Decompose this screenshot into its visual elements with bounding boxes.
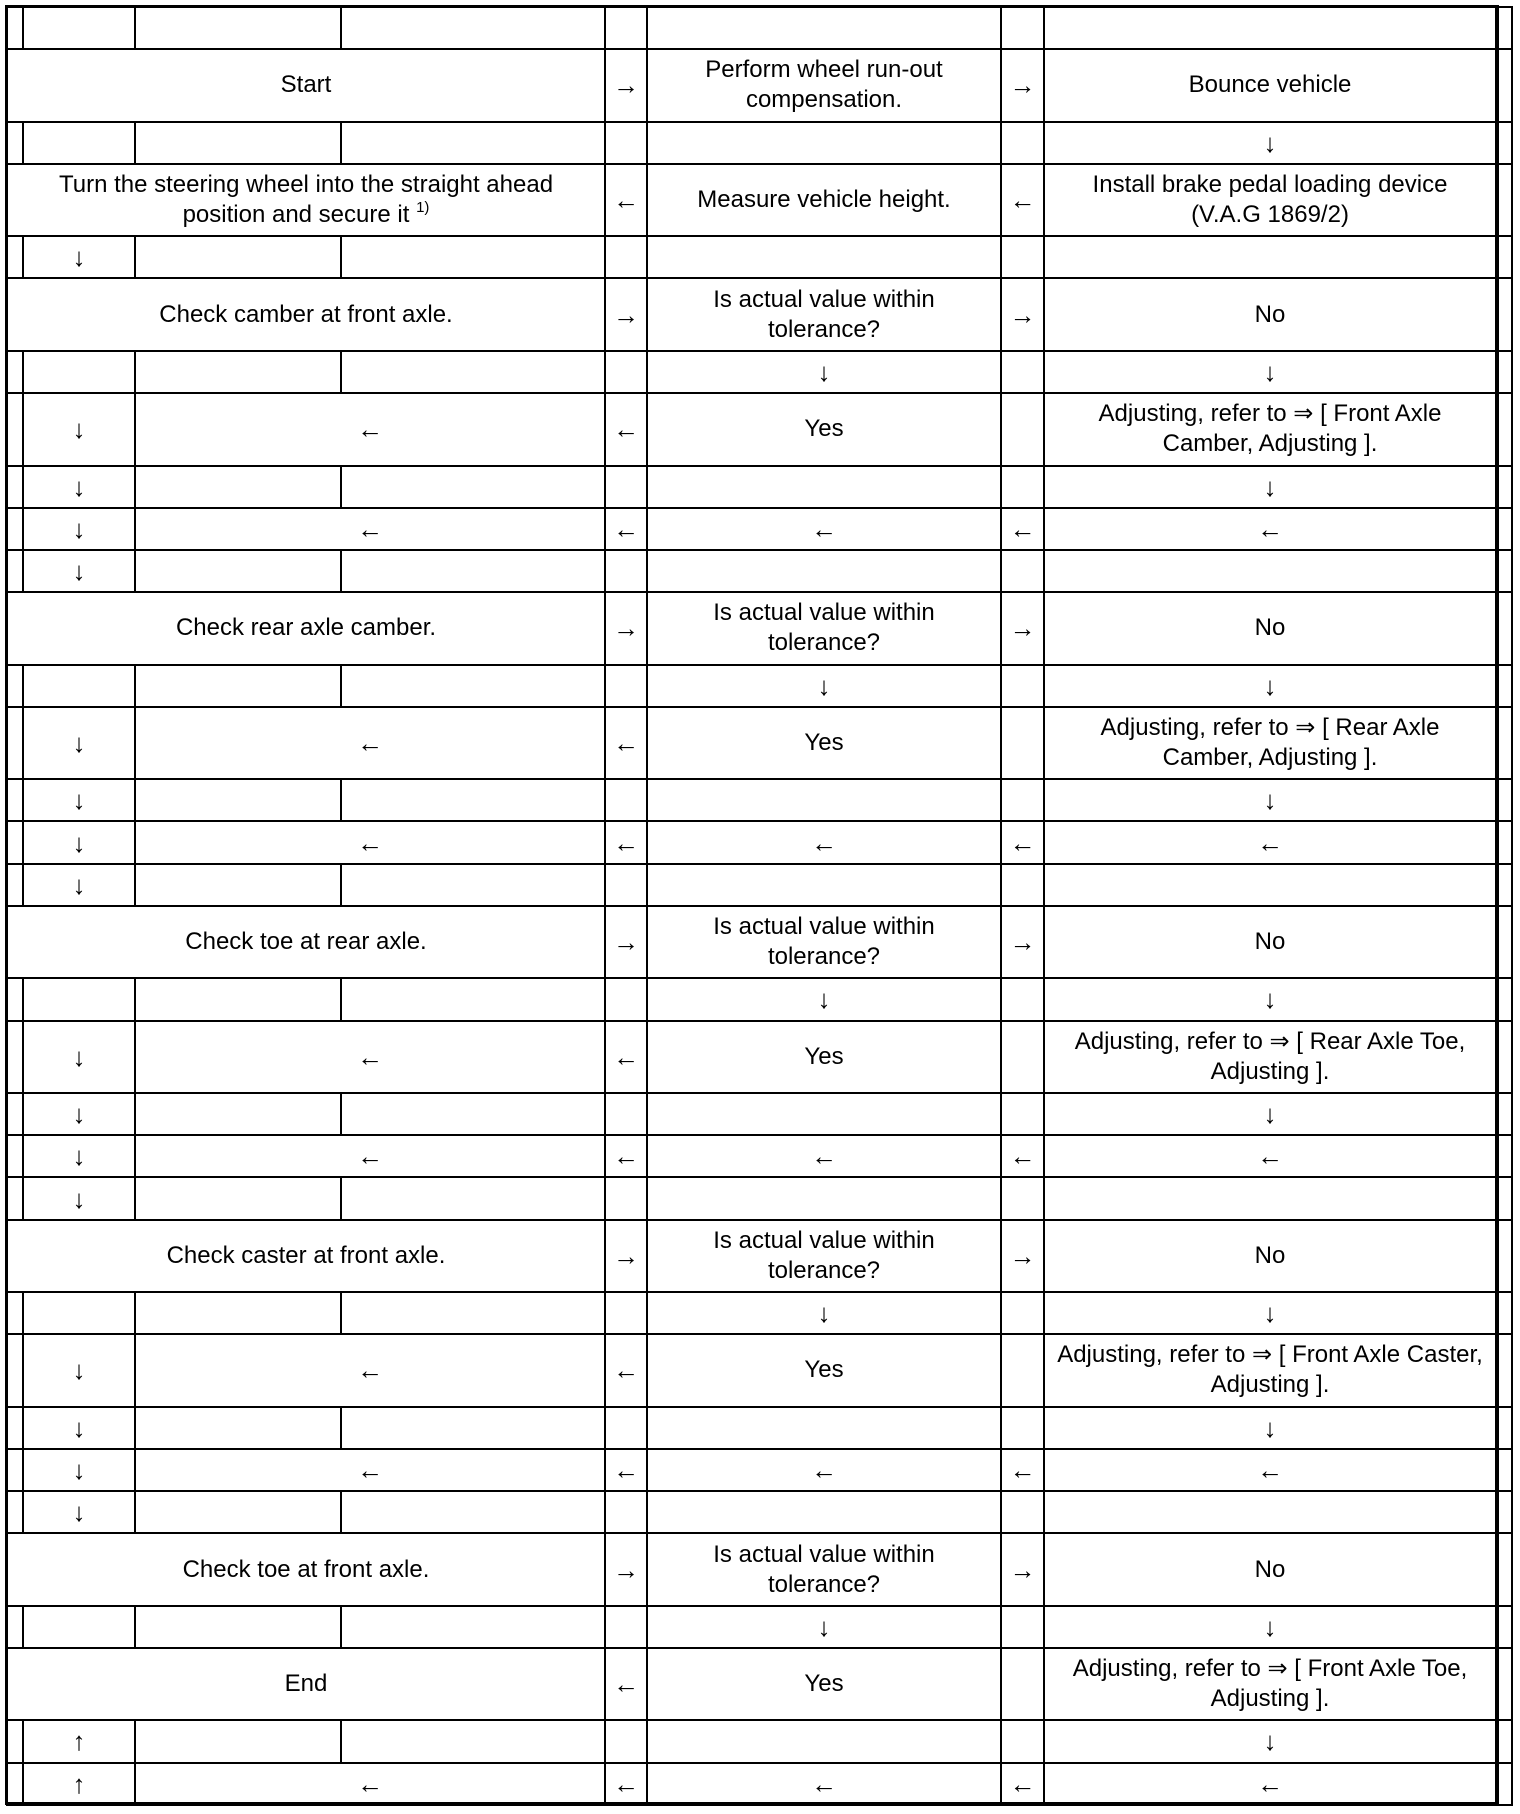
step-perform-runout: Perform wheel run-out compensation. — [647, 49, 1001, 121]
arrow-right: → — [1001, 1220, 1044, 1292]
empty-cell — [605, 779, 647, 821]
arrow-right: → — [1001, 592, 1044, 664]
empty-cell — [135, 236, 341, 278]
adjust-front-toe: Adjusting, refer to ⇒ [ Front Axle Toe, Adjusting ]. — [1044, 1648, 1496, 1720]
arrow-left: ← — [605, 1021, 647, 1093]
edge-cell — [1496, 1533, 1512, 1605]
arrow-left: ← — [1044, 1449, 1496, 1491]
empty-cell — [135, 1606, 341, 1648]
step-check-rear-camber: Check rear axle camber. — [7, 592, 605, 664]
arrow-left: ← — [605, 707, 647, 779]
arrow-down: ↓ — [23, 1093, 135, 1135]
empty-cell — [1001, 1606, 1044, 1648]
arrow-left: ← — [135, 1334, 605, 1406]
arrow-left: ← — [647, 821, 1001, 863]
arrow-left: ← — [605, 1763, 647, 1805]
empty-cell — [1001, 707, 1044, 779]
empty-cell — [1001, 1491, 1044, 1533]
edge-cell — [1496, 1220, 1512, 1292]
arrow-down: ↓ — [23, 1135, 135, 1177]
arrow-left: ← — [135, 821, 605, 863]
arrow-left: ← — [605, 1135, 647, 1177]
empty-cell — [647, 236, 1001, 278]
empty-cell — [1001, 466, 1044, 508]
edge-cell — [7, 779, 23, 821]
empty-cell — [1001, 7, 1044, 49]
arrow-down: ↓ — [647, 1292, 1001, 1334]
edge-cell — [1496, 1648, 1512, 1720]
arrow-right: → — [605, 592, 647, 664]
empty-cell — [605, 466, 647, 508]
answer-no: No — [1044, 906, 1496, 978]
empty-cell — [135, 7, 341, 49]
edge-cell — [1496, 1334, 1512, 1406]
arrow-down: ↓ — [1044, 466, 1496, 508]
tolerance-question: Is actual value within tolerance? — [647, 1533, 1001, 1605]
empty-cell — [1044, 864, 1496, 906]
arrow-right: → — [605, 906, 647, 978]
arrow-down: ↓ — [23, 1407, 135, 1449]
arrow-left: ← — [135, 1021, 605, 1093]
empty-cell — [341, 7, 605, 49]
step-start: Start — [7, 49, 605, 121]
empty-cell — [1044, 1491, 1496, 1533]
empty-cell — [341, 236, 605, 278]
arrow-left: ← — [135, 1449, 605, 1491]
arrow-down: ↓ — [647, 978, 1001, 1020]
edge-cell — [1496, 906, 1512, 978]
step-end: End — [7, 1648, 605, 1720]
edge-cell — [7, 1177, 23, 1219]
edge-cell — [7, 1021, 23, 1093]
edge-cell — [1496, 1135, 1512, 1177]
arrow-down: ↓ — [23, 1021, 135, 1093]
empty-cell — [1001, 351, 1044, 393]
empty-cell — [605, 122, 647, 164]
empty-cell — [341, 1292, 605, 1334]
edge-cell — [7, 1606, 23, 1648]
edge-cell — [7, 1135, 23, 1177]
arrow-down: ↓ — [1044, 1292, 1496, 1334]
empty-cell — [605, 665, 647, 707]
arrow-down: ↓ — [1044, 1093, 1496, 1135]
empty-cell — [1001, 665, 1044, 707]
edge-cell — [1496, 864, 1512, 906]
empty-cell — [1001, 978, 1044, 1020]
arrow-down: ↓ — [1044, 351, 1496, 393]
empty-cell — [341, 1606, 605, 1648]
arrow-left: ← — [605, 393, 647, 465]
arrow-down: ↓ — [23, 864, 135, 906]
arrow-left: ← — [135, 707, 605, 779]
arrow-left: ← — [605, 1449, 647, 1491]
step-measure-height: Measure vehicle height. — [647, 164, 1001, 236]
edge-cell — [1496, 351, 1512, 393]
edge-cell — [7, 978, 23, 1020]
empty-cell — [1001, 779, 1044, 821]
empty-cell — [135, 1720, 341, 1762]
empty-cell — [647, 122, 1001, 164]
empty-cell — [135, 665, 341, 707]
edge-cell — [7, 864, 23, 906]
edge-cell — [1496, 1093, 1512, 1135]
arrow-left: ← — [135, 393, 605, 465]
arrow-down: ↓ — [23, 393, 135, 465]
step-check-caster-front: Check caster at front axle. — [7, 1220, 605, 1292]
tolerance-question: Is actual value within tolerance? — [647, 278, 1001, 350]
empty-cell — [647, 7, 1001, 49]
answer-yes: Yes — [647, 1021, 1001, 1093]
arrow-left: ← — [647, 1449, 1001, 1491]
empty-cell — [605, 1292, 647, 1334]
arrow-left: ← — [647, 1763, 1001, 1805]
empty-cell — [605, 1606, 647, 1648]
edge-cell — [1496, 707, 1512, 779]
arrow-down: ↓ — [23, 1449, 135, 1491]
edge-cell — [7, 236, 23, 278]
empty-cell — [23, 122, 135, 164]
empty-cell — [605, 1093, 647, 1135]
arrow-left: ← — [1001, 1763, 1044, 1805]
edge-cell — [7, 508, 23, 550]
empty-cell — [605, 7, 647, 49]
arrow-down: ↓ — [1044, 978, 1496, 1020]
edge-cell — [7, 550, 23, 592]
step-text: Turn the steering wheel into the straight ahead position and secure it — [58, 171, 554, 229]
adjust-rear-toe: Adjusting, refer to ⇒ [ Rear Axle Toe, Adjusting ]. — [1044, 1021, 1496, 1093]
empty-cell — [341, 864, 605, 906]
arrow-up: ↑ — [23, 1763, 135, 1805]
answer-yes: Yes — [647, 393, 1001, 465]
arrow-down: ↓ — [23, 1334, 135, 1406]
empty-cell — [1044, 7, 1496, 49]
empty-cell — [23, 1292, 135, 1334]
empty-cell — [135, 1177, 341, 1219]
arrow-down: ↓ — [23, 1491, 135, 1533]
arrow-left: ← — [605, 1334, 647, 1406]
wheel-alignment-flowchart — [6, 6, 1513, 1806]
empty-cell — [135, 1292, 341, 1334]
step-turn-steering-wheel — [7, 164, 605, 236]
empty-cell — [135, 978, 341, 1020]
edge-cell — [1496, 1292, 1512, 1334]
edge-cell — [1496, 278, 1512, 350]
empty-cell — [341, 550, 605, 592]
answer-yes: Yes — [647, 707, 1001, 779]
arrow-left: ← — [1044, 821, 1496, 863]
edge-cell — [7, 1763, 23, 1805]
adjust-rear-camber: Adjusting, refer to ⇒ [ Rear Axle Camber, Adjusting ]. — [1044, 707, 1496, 779]
edge-cell — [7, 1449, 23, 1491]
edge-cell — [1496, 779, 1512, 821]
arrow-left: ← — [605, 821, 647, 863]
arrow-down: ↓ — [23, 1177, 135, 1219]
empty-cell — [341, 351, 605, 393]
edge-cell — [1496, 592, 1512, 664]
edge-cell — [7, 1491, 23, 1533]
arrow-right: → — [605, 1220, 647, 1292]
edge-cell — [7, 1292, 23, 1334]
edge-cell — [7, 466, 23, 508]
arrow-down: ↓ — [647, 1606, 1001, 1648]
arrow-left: ← — [135, 1763, 605, 1805]
empty-cell — [135, 864, 341, 906]
tolerance-question: Is actual value within tolerance? — [647, 592, 1001, 664]
arrow-right: → — [1001, 278, 1044, 350]
tolerance-question: Is actual value within tolerance? — [647, 1220, 1001, 1292]
arrow-down: ↓ — [1044, 665, 1496, 707]
step-check-toe-rear: Check toe at rear axle. — [7, 906, 605, 978]
arrow-down: ↓ — [23, 550, 135, 592]
edge-cell — [1496, 1491, 1512, 1533]
arrow-left: ← — [1001, 164, 1044, 236]
edge-cell — [7, 393, 23, 465]
empty-cell — [605, 1491, 647, 1533]
answer-yes: Yes — [647, 1648, 1001, 1720]
empty-cell — [1044, 550, 1496, 592]
empty-cell — [647, 1407, 1001, 1449]
answer-no: No — [1044, 592, 1496, 664]
arrow-left: ← — [1001, 508, 1044, 550]
edge-cell — [1496, 1606, 1512, 1648]
adjust-front-caster: Adjusting, refer to ⇒ [ Front Axle Caster, Adjusting ]. — [1044, 1334, 1496, 1406]
empty-cell — [605, 1720, 647, 1762]
edge-cell — [1496, 1763, 1512, 1805]
edge-cell — [1496, 122, 1512, 164]
empty-cell — [23, 7, 135, 49]
empty-cell — [605, 1177, 647, 1219]
arrow-left: ← — [135, 508, 605, 550]
arrow-down: ↓ — [1044, 1407, 1496, 1449]
edge-cell — [7, 1720, 23, 1762]
answer-no: No — [1044, 1533, 1496, 1605]
arrow-left: ← — [135, 1135, 605, 1177]
edge-cell — [7, 707, 23, 779]
edge-cell — [7, 1407, 23, 1449]
empty-cell — [1001, 393, 1044, 465]
empty-cell — [341, 466, 605, 508]
edge-cell — [1496, 1021, 1512, 1093]
edge-cell — [7, 351, 23, 393]
arrow-left: ← — [1001, 1135, 1044, 1177]
empty-cell — [1001, 1648, 1044, 1720]
empty-cell — [135, 1491, 341, 1533]
empty-cell — [1044, 1177, 1496, 1219]
arrow-right: → — [605, 49, 647, 121]
empty-cell — [605, 236, 647, 278]
arrow-left: ← — [1044, 508, 1496, 550]
arrow-right: → — [605, 1533, 647, 1605]
edge-cell — [1496, 508, 1512, 550]
edge-cell — [1496, 49, 1512, 121]
empty-cell — [1001, 122, 1044, 164]
edge-cell — [1496, 550, 1512, 592]
empty-cell — [647, 779, 1001, 821]
edge-cell — [7, 665, 23, 707]
edge-cell — [1496, 393, 1512, 465]
empty-cell — [341, 1720, 605, 1762]
arrow-right: → — [1001, 49, 1044, 121]
edge-cell — [1496, 1177, 1512, 1219]
edge-cell — [7, 7, 23, 49]
empty-cell — [341, 1177, 605, 1219]
empty-cell — [135, 122, 341, 164]
empty-cell — [605, 550, 647, 592]
empty-cell — [605, 978, 647, 1020]
arrow-down: ↓ — [23, 466, 135, 508]
edge-cell — [7, 1334, 23, 1406]
edge-cell — [7, 821, 23, 863]
edge-cell — [7, 1093, 23, 1135]
empty-cell — [1001, 1177, 1044, 1219]
empty-cell — [341, 1093, 605, 1135]
arrow-down: ↓ — [23, 707, 135, 779]
empty-cell — [1001, 864, 1044, 906]
empty-cell — [341, 665, 605, 707]
step-check-camber-front: Check camber at front axle. — [7, 278, 605, 350]
edge-cell — [1496, 466, 1512, 508]
arrow-left: ← — [605, 508, 647, 550]
arrow-down: ↓ — [1044, 122, 1496, 164]
edge-cell — [1496, 1407, 1512, 1449]
arrow-right: → — [605, 278, 647, 350]
arrow-left: ← — [1044, 1763, 1496, 1805]
arrow-left: ← — [647, 1135, 1001, 1177]
empty-cell — [605, 1407, 647, 1449]
empty-cell — [647, 1491, 1001, 1533]
empty-cell — [23, 351, 135, 393]
edge-cell — [1496, 665, 1512, 707]
empty-cell — [1044, 236, 1496, 278]
empty-cell — [647, 466, 1001, 508]
empty-cell — [1001, 1407, 1044, 1449]
arrow-left: ← — [605, 164, 647, 236]
empty-cell — [135, 1407, 341, 1449]
empty-cell — [647, 550, 1001, 592]
empty-cell — [1001, 1021, 1044, 1093]
empty-cell — [135, 779, 341, 821]
empty-cell — [605, 864, 647, 906]
empty-cell — [647, 1720, 1001, 1762]
empty-cell — [341, 1407, 605, 1449]
step-install-brake-device: Install brake pedal loading device (V.A.G 1869/2) — [1044, 164, 1496, 236]
step-check-toe-front: Check toe at front axle. — [7, 1533, 605, 1605]
arrow-down: ↓ — [1044, 1606, 1496, 1648]
empty-cell — [1001, 236, 1044, 278]
answer-no: No — [1044, 278, 1496, 350]
answer-no: No — [1044, 1220, 1496, 1292]
empty-cell — [135, 351, 341, 393]
empty-cell — [1001, 1334, 1044, 1406]
arrow-down: ↓ — [23, 508, 135, 550]
empty-cell — [23, 978, 135, 1020]
empty-cell — [135, 1093, 341, 1135]
footnote-mark: 1) — [416, 199, 430, 217]
arrow-left: ← — [647, 508, 1001, 550]
empty-cell — [341, 779, 605, 821]
edge-cell — [1496, 7, 1512, 49]
empty-cell — [341, 978, 605, 1020]
empty-cell — [1001, 1093, 1044, 1135]
arrow-right: → — [1001, 906, 1044, 978]
empty-cell — [1001, 550, 1044, 592]
empty-cell — [647, 864, 1001, 906]
empty-cell — [647, 1177, 1001, 1219]
arrow-down: ↓ — [23, 779, 135, 821]
arrow-down: ↓ — [647, 351, 1001, 393]
adjust-front-camber: Adjusting, refer to ⇒ [ Front Axle Camber, Adjusting ]. — [1044, 393, 1496, 465]
tolerance-question: Is actual value within tolerance? — [647, 906, 1001, 978]
empty-cell — [647, 1093, 1001, 1135]
edge-cell — [1496, 1449, 1512, 1491]
edge-cell — [1496, 236, 1512, 278]
arrow-left: ← — [605, 1648, 647, 1720]
arrow-left: ← — [1001, 1449, 1044, 1491]
arrow-left: ← — [1044, 1135, 1496, 1177]
edge-cell — [1496, 821, 1512, 863]
empty-cell — [1001, 1292, 1044, 1334]
arrow-down: ↓ — [1044, 1720, 1496, 1762]
empty-cell — [135, 550, 341, 592]
edge-cell — [1496, 978, 1512, 1020]
edge-cell — [1496, 164, 1512, 236]
empty-cell — [135, 466, 341, 508]
edge-cell — [1496, 1720, 1512, 1762]
arrow-left: ← — [1001, 821, 1044, 863]
empty-cell — [341, 1491, 605, 1533]
edge-cell — [7, 122, 23, 164]
arrow-right: → — [1001, 1533, 1044, 1605]
empty-cell — [1001, 1720, 1044, 1762]
arrow-up: ↑ — [23, 1720, 135, 1762]
arrow-down: ↓ — [23, 821, 135, 863]
step-bounce-vehicle: Bounce vehicle — [1044, 49, 1496, 121]
empty-cell — [23, 665, 135, 707]
answer-yes: Yes — [647, 1334, 1001, 1406]
empty-cell — [341, 122, 605, 164]
empty-cell — [23, 1606, 135, 1648]
empty-cell — [605, 351, 647, 393]
arrow-down: ↓ — [647, 665, 1001, 707]
arrow-down: ↓ — [1044, 779, 1496, 821]
arrow-down: ↓ — [23, 236, 135, 278]
